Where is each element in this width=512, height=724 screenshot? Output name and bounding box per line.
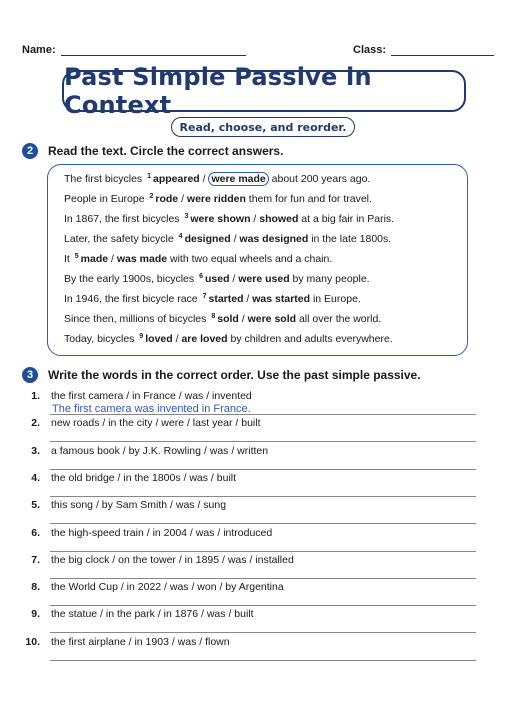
text-segment: The first bicycles (64, 173, 146, 185)
option-1[interactable]: made (80, 253, 109, 265)
gap-number: 2 (149, 193, 154, 200)
text-segment: all over the world. (296, 313, 382, 325)
item-prompt: a famous book / by J.K. Rowling / was / written (51, 444, 269, 457)
answer-line[interactable] (50, 414, 476, 415)
text-segment: by many people. (289, 273, 370, 285)
text-segment: By the early 1900s, bicycles (64, 273, 198, 285)
item-number: 5. (31, 499, 40, 512)
text-segment: in Europe. (310, 293, 361, 305)
item-prompt: the first camera / in France / was / invented (51, 390, 252, 402)
item-prompt: the big clock / on the tower / in 1895 / was / installed (51, 553, 294, 566)
reading-line (64, 173, 370, 185)
reading-line (64, 213, 394, 225)
text-segment: with two equal wheels and a chain. (167, 253, 333, 265)
option-2[interactable]: were ridden (186, 193, 246, 205)
answer-line[interactable] (50, 551, 476, 552)
item-number: 6. (31, 526, 40, 539)
option-2[interactable]: were sold (247, 313, 297, 325)
option-2[interactable]: was designed (239, 233, 309, 245)
text-segment: In 1867, the first bicycles (64, 213, 183, 225)
page-subtitle: Read, choose, and reorder. (171, 117, 355, 137)
reading-line (64, 313, 381, 325)
option-1[interactable]: started (208, 293, 244, 305)
reading-line (64, 233, 391, 245)
written-answer[interactable]: The first camera was invented in France. (52, 403, 251, 415)
item-prompt: the World Cup / in 2022 / was / won / by Argentina (51, 581, 284, 594)
item-number: 4. (31, 471, 40, 484)
option-separator: / (229, 273, 239, 285)
option-2[interactable]: showed (259, 213, 299, 225)
text-segment: at a big fair in Paris. (298, 213, 395, 225)
gap-number: 5 (74, 253, 79, 260)
reading-line (64, 193, 372, 205)
name-line[interactable] (61, 45, 246, 56)
item-prompt: the high-speed train / in 2004 / was / introduced (51, 526, 273, 539)
name-field[interactable] (22, 44, 246, 56)
text-segment: Later, the safety bicycle (64, 233, 177, 245)
page-title: Past Simple Passive in Context (64, 63, 372, 119)
section-3-badge: 3 (22, 367, 38, 383)
option-1[interactable]: used (204, 273, 230, 285)
circled-answer[interactable]: were made (208, 172, 268, 186)
text-segment: in the late 1800s. (308, 233, 392, 245)
gap-number: 8 (211, 313, 216, 320)
answer-line[interactable] (50, 660, 476, 661)
answer-line[interactable] (50, 441, 476, 442)
item-number: 7. (31, 553, 40, 566)
text-segment: People in Europe (64, 193, 148, 205)
gap-number: 4 (178, 233, 183, 240)
option-separator: / (199, 173, 209, 185)
answer-line[interactable] (50, 496, 476, 497)
option-separator: / (178, 193, 187, 205)
item-number: 1. (31, 390, 40, 402)
text-segment: In 1946, the first bicycle race (64, 293, 201, 305)
section-2-badge: 2 (22, 143, 38, 159)
item-prompt: the statue / in the park / in 1876 / was / built (51, 608, 254, 621)
gap-number: 1 (147, 173, 152, 180)
item-number: 3. (31, 444, 40, 457)
option-1[interactable]: designed (184, 233, 231, 245)
text-segment: them for fun and for travel. (245, 193, 372, 205)
option-2[interactable]: was started (252, 293, 311, 305)
option-2[interactable]: are loved (181, 333, 228, 345)
answer-line[interactable] (50, 469, 476, 470)
gap-number: 9 (139, 333, 144, 340)
option-1[interactable]: were shown (190, 213, 251, 225)
option-separator: / (108, 253, 117, 265)
option-separator: / (238, 313, 248, 325)
text-segment: Today, bicycles (64, 333, 138, 345)
item-prompt: the old bridge / in the 1800s / was / built (51, 471, 237, 484)
answer-line[interactable] (50, 578, 476, 579)
answer-line[interactable] (50, 632, 476, 633)
option-separator: / (172, 333, 182, 345)
option-1[interactable]: rode (155, 193, 179, 205)
item-number: 2. (31, 417, 40, 430)
reading-line (64, 273, 370, 285)
item-prompt: this song / by Sam Smith / was / sung (51, 499, 227, 512)
option-separator: / (230, 233, 240, 245)
class-field[interactable] (353, 44, 494, 56)
class-line[interactable] (391, 45, 494, 56)
section-2-instruction: Read the text. Circle the correct answers. (48, 144, 284, 158)
option-1[interactable]: appeared (153, 173, 200, 185)
class-label: Class: (353, 44, 387, 56)
reading-line (64, 253, 332, 265)
option-2[interactable]: was made (116, 253, 168, 265)
option-separator: / (243, 293, 253, 305)
option-2[interactable]: were used (238, 273, 290, 285)
option-1[interactable]: sold (217, 313, 239, 325)
text-segment: about 200 years ago. (268, 173, 371, 185)
text-segment: It (64, 253, 73, 265)
item-number: 8. (31, 581, 40, 594)
answer-line[interactable] (50, 605, 476, 606)
option-separator: / (250, 213, 260, 225)
section-3-instruction: Write the words in the correct order. Use the past simple passive. (48, 368, 421, 382)
name-label: Name: (22, 44, 56, 56)
option-1[interactable]: loved (145, 333, 173, 345)
item-number: 9. (31, 608, 40, 621)
text-segment: by children and adults everywhere. (227, 333, 393, 345)
answer-line[interactable] (50, 523, 476, 524)
reading-line (64, 293, 361, 305)
item-prompt: new roads / in the city / were / last year / built (51, 417, 261, 430)
gap-number: 3 (184, 213, 189, 220)
item-prompt: the first airplane / in 1903 / was / flown (51, 635, 230, 648)
title-banner (62, 63, 466, 119)
item-number: 10. (25, 635, 40, 648)
gap-number: 6 (199, 273, 203, 280)
gap-number: 7 (202, 293, 207, 300)
text-segment: Since then, millions of bicycles (64, 313, 210, 325)
reading-line (64, 333, 393, 345)
